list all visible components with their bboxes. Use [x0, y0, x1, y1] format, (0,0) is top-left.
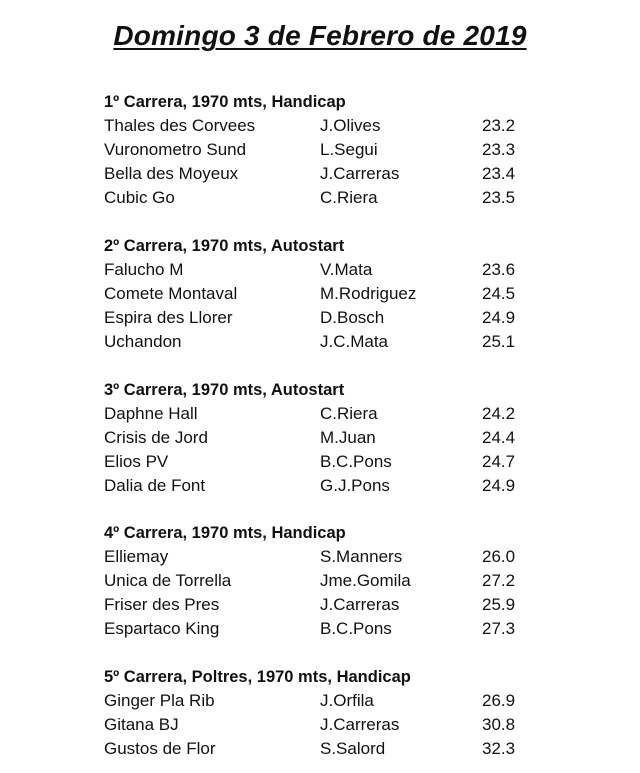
horse-name: Espira des Llorer	[104, 308, 233, 327]
race-entry	[104, 569, 564, 593]
driver-name: J.Olives	[320, 116, 381, 135]
page-title: Domingo 3 de Febrero de 2019	[113, 20, 527, 51]
race-section-1	[104, 90, 564, 210]
time-value: 26.9	[482, 691, 516, 710]
race-entry	[104, 114, 564, 138]
race-header: 4º Carrera, 1970 mts, Handicap	[104, 524, 346, 542]
driver-name: S.Manners	[320, 547, 403, 566]
time-value: 23.3	[482, 140, 516, 159]
race-entry	[104, 330, 564, 354]
horse-name: Elliemay	[104, 547, 169, 566]
driver-name: C.Riera	[320, 404, 378, 423]
race-entry	[104, 450, 564, 474]
horse-name: Gitana BJ	[104, 715, 179, 734]
race-entry	[104, 282, 564, 306]
horse-name: Unica de Torrella	[104, 571, 232, 590]
driver-name: J.C.Mata	[320, 332, 389, 351]
horse-name: Dalia de Font	[104, 476, 206, 495]
time-value: 27.3	[482, 619, 516, 638]
race-entry	[104, 689, 564, 713]
time-value: 23.6	[482, 260, 516, 279]
race-section-2	[104, 234, 564, 354]
driver-name: S.Salord	[320, 739, 386, 758]
driver-name: M.Rodriguez	[320, 284, 417, 303]
horse-name: Crisis de Jord	[104, 428, 208, 447]
race-header: 1º Carrera, 1970 mts, Handicap	[104, 93, 346, 111]
time-value: 23.5	[482, 188, 516, 207]
time-value: 27.2	[482, 571, 516, 590]
horse-name: Gustos de Flor	[104, 739, 216, 758]
horse-name: Cubic Go	[104, 188, 175, 207]
driver-name: G.J.Pons	[320, 476, 390, 495]
race-entry	[104, 426, 564, 450]
race-entry	[104, 545, 564, 569]
time-value: 26.0	[482, 547, 516, 566]
race-section-4	[104, 521, 564, 641]
driver-name: B.C.Pons	[320, 452, 392, 471]
time-value: 24.9	[482, 308, 516, 327]
race-header: 5º Carrera, Poltres, 1970 mts, Handicap	[104, 668, 411, 686]
race-entry	[104, 474, 564, 498]
driver-name: Jme.Gomila	[320, 571, 411, 590]
time-value: 25.9	[482, 595, 516, 614]
horse-name: Ginger Pla Rib	[104, 691, 215, 710]
time-value: 24.7	[482, 452, 516, 471]
race-entry	[104, 186, 564, 210]
driver-name: C.Riera	[320, 188, 378, 207]
horse-name: Comete Montaval	[104, 284, 238, 303]
race-entry	[104, 713, 564, 737]
horse-name: Vuronometro Sund	[104, 140, 247, 159]
race-entry	[104, 138, 564, 162]
driver-name: J.Carreras	[320, 164, 400, 183]
driver-name: B.C.Pons	[320, 619, 392, 638]
race-entry	[104, 402, 564, 426]
horse-name: Espartaco King	[104, 619, 220, 638]
driver-name: M.Juan	[320, 428, 376, 447]
time-value: 32.3	[482, 739, 516, 758]
horse-name: Friser des Pres	[104, 595, 220, 614]
driver-name: J.Carreras	[320, 595, 400, 614]
race-entry	[104, 306, 564, 330]
time-value: 23.4	[482, 164, 516, 183]
race-section-3	[104, 378, 564, 498]
driver-name: V.Mata	[320, 260, 373, 279]
horse-name: Thales des Corvees	[104, 116, 256, 135]
horse-name: Elios PV	[104, 452, 169, 471]
race-entry	[104, 162, 564, 186]
horse-name: Daphne Hall	[104, 404, 198, 423]
race-section-5	[104, 665, 564, 761]
time-value: 24.9	[482, 476, 516, 495]
race-entry	[104, 258, 564, 282]
race-entry	[104, 617, 564, 641]
horse-name: Uchandon	[104, 332, 182, 351]
race-header: 3º Carrera, 1970 mts, Autostart	[104, 381, 345, 399]
time-value: 24.4	[482, 428, 516, 447]
race-entry	[104, 593, 564, 617]
time-value: 24.2	[482, 404, 516, 423]
time-value: 23.2	[482, 116, 516, 135]
driver-name: J.Carreras	[320, 715, 400, 734]
driver-name: D.Bosch	[320, 308, 385, 327]
race-header: 2º Carrera, 1970 mts, Autostart	[104, 237, 345, 255]
time-value: 25.1	[482, 332, 516, 351]
time-value: 30.8	[482, 715, 516, 734]
driver-name: L.Segui	[320, 140, 378, 159]
time-value: 24.5	[482, 284, 516, 303]
driver-name: J.Orfila	[320, 691, 374, 710]
horse-name: Bella des Moyeux	[104, 164, 239, 183]
race-entry	[104, 737, 564, 761]
horse-name: Falucho M	[104, 260, 184, 279]
